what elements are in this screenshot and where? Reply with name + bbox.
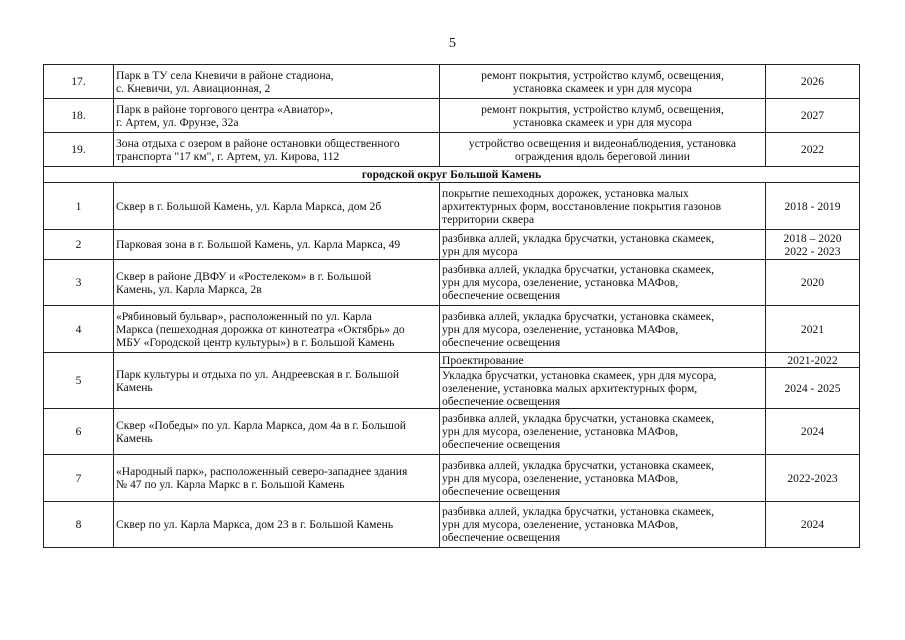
work-description	[440, 455, 766, 502]
work-description-line: озеленение, установка малых архитектурных форм,	[442, 381, 698, 395]
work-description	[440, 260, 766, 306]
row-number	[44, 502, 114, 548]
period-line: 2024	[800, 518, 825, 531]
table-body-bottom	[44, 183, 860, 353]
period	[766, 230, 860, 260]
object-name	[114, 455, 440, 502]
period-line: 2027	[800, 109, 825, 122]
object-name-line: МБУ «Городской центр культуры») в г. Большой Камень	[116, 335, 395, 349]
work-description-line: установка скамеек и урн для мусора	[513, 115, 692, 129]
work-description	[440, 65, 766, 99]
table-row	[44, 502, 860, 548]
work-description-line: покрытие пешеходных дорожек, установка малых	[442, 186, 689, 200]
work-description-line: урн для мусора, озеленение, установка МАФов,	[442, 518, 679, 531]
work-description-line: архитектурных форм, восстановление покрытия газонов	[442, 199, 722, 213]
object-name-line: Сквер по ул. Карла Маркса, дом 23 в г. Большой Камень	[116, 518, 394, 531]
row-number	[44, 260, 114, 306]
table-body-end	[44, 409, 860, 548]
period	[766, 183, 860, 230]
row-number	[44, 230, 114, 260]
object-name	[114, 353, 440, 409]
table-row	[44, 306, 860, 353]
row-number	[44, 409, 114, 455]
work-description-line: Укладка брусчатки, установка скамеек, урн для мусора,	[442, 368, 717, 382]
work-description-line: ограждения вдоль береговой линии	[515, 149, 690, 163]
table-row	[44, 133, 860, 167]
work-description-line: устройство освещения и видеонаблюдения, установка	[468, 136, 737, 150]
work-description-line: обеспечение освещения	[442, 394, 561, 408]
object-name-line: Камень, ул. Карла Маркса, 2в	[116, 282, 262, 296]
period	[766, 133, 860, 167]
row-number-text: 3	[75, 276, 82, 289]
work-description	[440, 133, 766, 167]
row-number-text: 1	[75, 199, 82, 213]
row-number-text: 17.	[71, 75, 86, 88]
object-name-line: Зона отдыха с озером в районе остановки общественного	[116, 136, 400, 150]
row-number-text: 4	[75, 322, 82, 336]
row-number-text: 6	[75, 425, 82, 438]
work-description-line: урн для мусора, озеленение, установка МАФов,	[442, 322, 679, 336]
row-number	[44, 353, 114, 409]
object-name	[114, 65, 440, 99]
work-description-line: обеспечение освещения	[442, 438, 561, 451]
object-name	[114, 230, 440, 260]
work-description	[440, 409, 766, 455]
object-name-line: с. Кневичи, ул. Авиационная, 2	[116, 81, 271, 95]
period-line: 2020	[800, 276, 825, 289]
work-description-line: урн для мусора, озеленение, установка МАФов,	[442, 471, 679, 485]
object-name-line: «Народный парк», расположенный северо-западнее здания	[116, 465, 408, 478]
period-line: 2018 - 2019	[784, 199, 841, 213]
table-row	[44, 65, 860, 99]
period-line: 2021-2022	[787, 353, 838, 367]
object-name-line: Камень	[116, 431, 153, 445]
work-description-line: разбивка аллей, укладка брусчатки, установка скамеек,	[442, 309, 715, 323]
work-description-line: ремонт покрытия, устройство клумб, освещения,	[481, 102, 724, 116]
work-description	[440, 368, 766, 409]
period-line: 2022 - 2023	[784, 244, 841, 258]
object-name-line: «Рябиновый бульвар», расположенный по ул. Карла	[116, 309, 372, 323]
period	[766, 306, 860, 353]
page-number: 5	[449, 36, 456, 51]
period-line: 2024 - 2025	[784, 381, 841, 395]
object-name-line: Парк в ТУ села Кневичи в районе стадиона,	[116, 68, 334, 82]
row-number	[44, 455, 114, 502]
work-description	[440, 502, 766, 548]
work-description-line: территории сквера	[442, 212, 535, 226]
period	[766, 65, 860, 99]
table-row	[44, 230, 860, 260]
section-title: городской округ Большой Камень	[44, 167, 860, 183]
period	[766, 455, 860, 502]
period	[766, 260, 860, 306]
work-description-line: разбивка аллей, укладка брусчатки, установка скамеек,	[442, 263, 715, 276]
table-row	[44, 260, 860, 306]
work-description-line: обеспечение освещения	[442, 335, 561, 349]
section-row	[44, 167, 860, 183]
object-name	[114, 409, 440, 455]
object-name	[114, 260, 440, 306]
period	[766, 353, 860, 368]
table-row	[44, 183, 860, 230]
table-row	[44, 455, 860, 502]
object-name	[114, 133, 440, 167]
work-description-line: Проектирование	[442, 353, 524, 367]
work-description	[440, 183, 766, 230]
object-name-line: г. Артем, ул. Фрунзе, 32а	[116, 115, 239, 129]
table-body-section	[44, 167, 860, 183]
period	[766, 368, 860, 409]
object-name-line: Сквер «Победы» по ул. Карла Маркса, дом 4а в г. Большой	[116, 418, 406, 432]
table-row	[44, 353, 860, 368]
row-number	[44, 133, 114, 167]
row-number	[44, 99, 114, 133]
object-name-line: Парк культуры и отдыха по ул. Андреевская в г. Большой	[116, 367, 400, 381]
period	[766, 502, 860, 548]
work-description-line: разбивка аллей, укладка брусчатки, установка скамеек,	[442, 505, 715, 518]
work-description	[440, 99, 766, 133]
object-name	[114, 502, 440, 548]
object-name-line: Парковая зона в г. Большой Камень, ул. Карла Маркса, 49	[116, 238, 401, 251]
row-number-text: 8	[75, 518, 82, 531]
object-name-line: № 47 по ул. Карла Маркс в г. Большой Камень	[116, 478, 345, 491]
period	[766, 409, 860, 455]
object-name	[114, 99, 440, 133]
period-line: 2024	[800, 425, 825, 438]
table-body-top	[44, 65, 860, 167]
work-description	[440, 306, 766, 353]
work-description-line: урн для мусора	[442, 244, 518, 258]
object-name-line: Камень	[116, 380, 153, 394]
object-name-line: Маркса (пешеходная дорожка от кинотеатра «Октябрь» до	[116, 322, 405, 336]
work-description-line: ремонт покрытия, устройство клумб, освещения,	[481, 68, 724, 82]
period-line: 2022	[800, 143, 825, 156]
row-number-text: 7	[75, 471, 82, 485]
object-name-line: Сквер в районе ДВФУ и «Ростелеком» в г. Большой	[116, 269, 372, 283]
period-line: 2022-2023	[787, 471, 838, 485]
work-description	[440, 230, 766, 260]
row-number-text: 19.	[71, 143, 86, 156]
work-description-line: обеспечение освещения	[442, 531, 561, 544]
table-row	[44, 409, 860, 455]
object-name-line: транспорта "17 км", г. Артем, ул. Кирова, 112	[116, 149, 340, 163]
work-description-line: разбивка аллей, укладка брусчатки, установка скамеек,	[442, 412, 715, 425]
period	[766, 99, 860, 133]
work-description-line: разбивка аллей, укладка брусчатки, установка скамеек,	[442, 231, 715, 245]
object-name	[114, 183, 440, 230]
row-number	[44, 183, 114, 230]
row-number	[44, 65, 114, 99]
row-number-text: 2	[75, 238, 82, 251]
object-name-line: Сквер в г. Большой Камень, ул. Карла Маркса, дом 2б	[116, 199, 382, 213]
table-body-row5	[44, 353, 860, 409]
work-description-line: установка скамеек и урн для мусора	[513, 81, 692, 95]
table-row	[44, 99, 860, 133]
work-description-line: урн для мусора, озеленение, установка МАФов,	[442, 425, 679, 438]
object-name-line: Парк в районе торгового центра «Авиатор»,	[116, 102, 334, 116]
row-number-text: 18.	[71, 109, 86, 122]
period-line: 2026	[800, 75, 825, 88]
work-description-line: урн для мусора, озеленение, установка МАФов,	[442, 276, 679, 289]
work-description	[440, 353, 766, 368]
row-number	[44, 306, 114, 353]
period-line: 2018 – 2020	[783, 231, 842, 245]
object-name	[114, 306, 440, 353]
improvement-objects-table	[43, 64, 860, 548]
work-description-line: разбивка аллей, укладка брусчатки, установка скамеек,	[442, 458, 715, 472]
period-line: 2021	[800, 322, 825, 336]
work-description-line: обеспечение освещения	[442, 289, 561, 302]
work-description-line: обеспечение освещения	[442, 484, 561, 498]
row-number-text: 5	[75, 374, 82, 387]
